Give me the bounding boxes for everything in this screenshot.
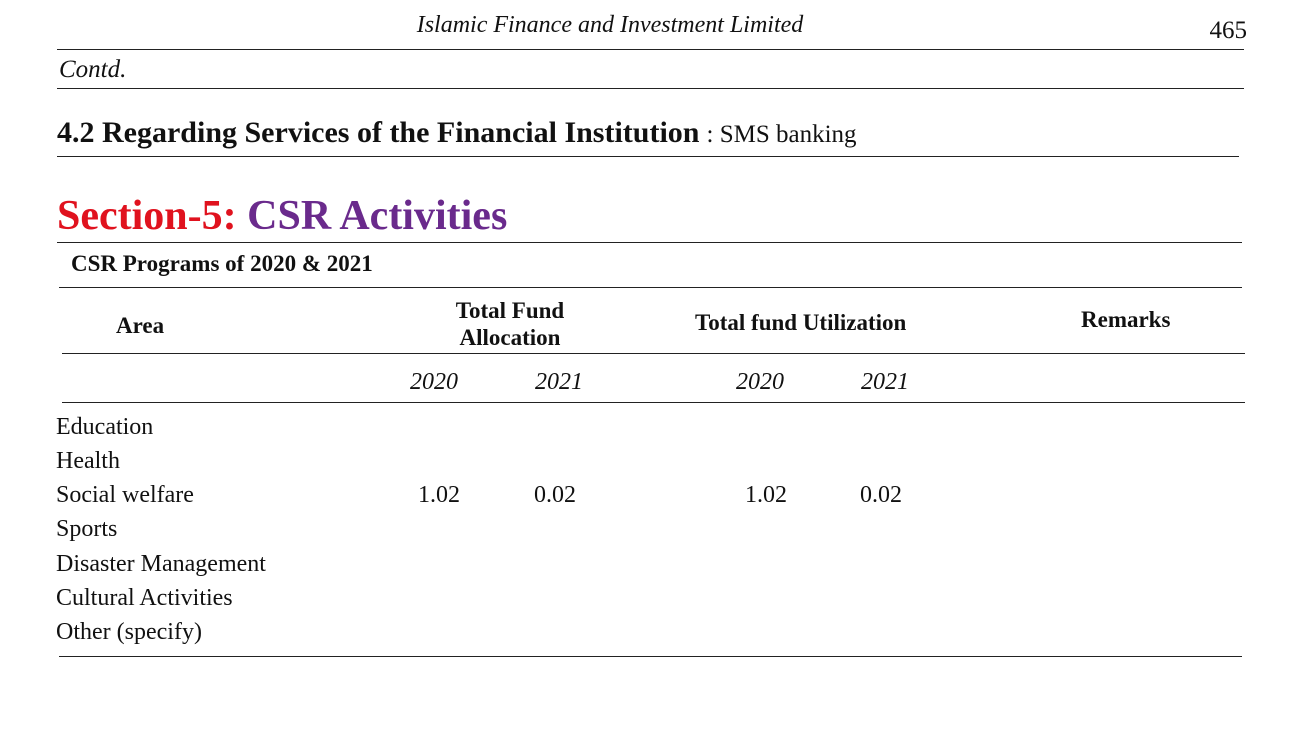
year-alloc-2021: 2021 (535, 369, 583, 395)
table-year-rule (62, 402, 1245, 403)
header-rule (57, 49, 1244, 50)
col-header-allocation-line2: Allocation (459, 325, 561, 350)
contd-rule (57, 88, 1244, 89)
value-alloc-2020: 1.02 (418, 482, 460, 508)
table-top-rule (59, 287, 1242, 288)
area-sports: Sports (56, 516, 118, 542)
section-5-number: Section-5: (57, 193, 237, 239)
running-title: Islamic Finance and Investment Limited (416, 12, 804, 38)
section-5-heading (57, 192, 507, 240)
area-other: Other (specify) (56, 619, 202, 645)
contd-label: Contd. (59, 56, 127, 83)
section-5-rule (57, 242, 1242, 243)
page-number: 465 (1209, 17, 1247, 44)
area-health: Health (56, 448, 120, 474)
area-cultural-activities: Cultural Activities (56, 585, 233, 611)
value-util-2021: 0.02 (860, 482, 902, 508)
section-4-2 (57, 116, 857, 150)
table-bottom-rule (59, 656, 1242, 657)
area-education: Education (56, 414, 154, 440)
area-social-welfare: Social welfare (56, 482, 194, 508)
col-header-remarks: Remarks (1081, 307, 1171, 332)
section-4-2-rule (57, 156, 1239, 157)
value-alloc-2021: 0.02 (534, 482, 576, 508)
table-header-rule (62, 353, 1245, 354)
area-disaster-management: Disaster Management (56, 551, 266, 577)
section-5-title: CSR Activities (247, 193, 508, 239)
year-alloc-2020: 2020 (410, 369, 458, 395)
col-header-area: Area (116, 313, 165, 338)
table-title: CSR Programs of 2020 & 2021 (71, 251, 373, 276)
year-util-2021: 2021 (861, 369, 909, 395)
year-util-2020: 2020 (736, 369, 784, 395)
col-header-allocation (420, 297, 600, 351)
col-header-allocation-line1: Total Fund (455, 298, 565, 323)
value-util-2020: 1.02 (745, 482, 787, 508)
section-4-2-heading: 4.2 Regarding Services of the Financial Institution (57, 116, 700, 149)
section-4-2-value: : SMS banking (706, 121, 857, 148)
col-header-utilization: Total fund Utilization (695, 310, 907, 335)
